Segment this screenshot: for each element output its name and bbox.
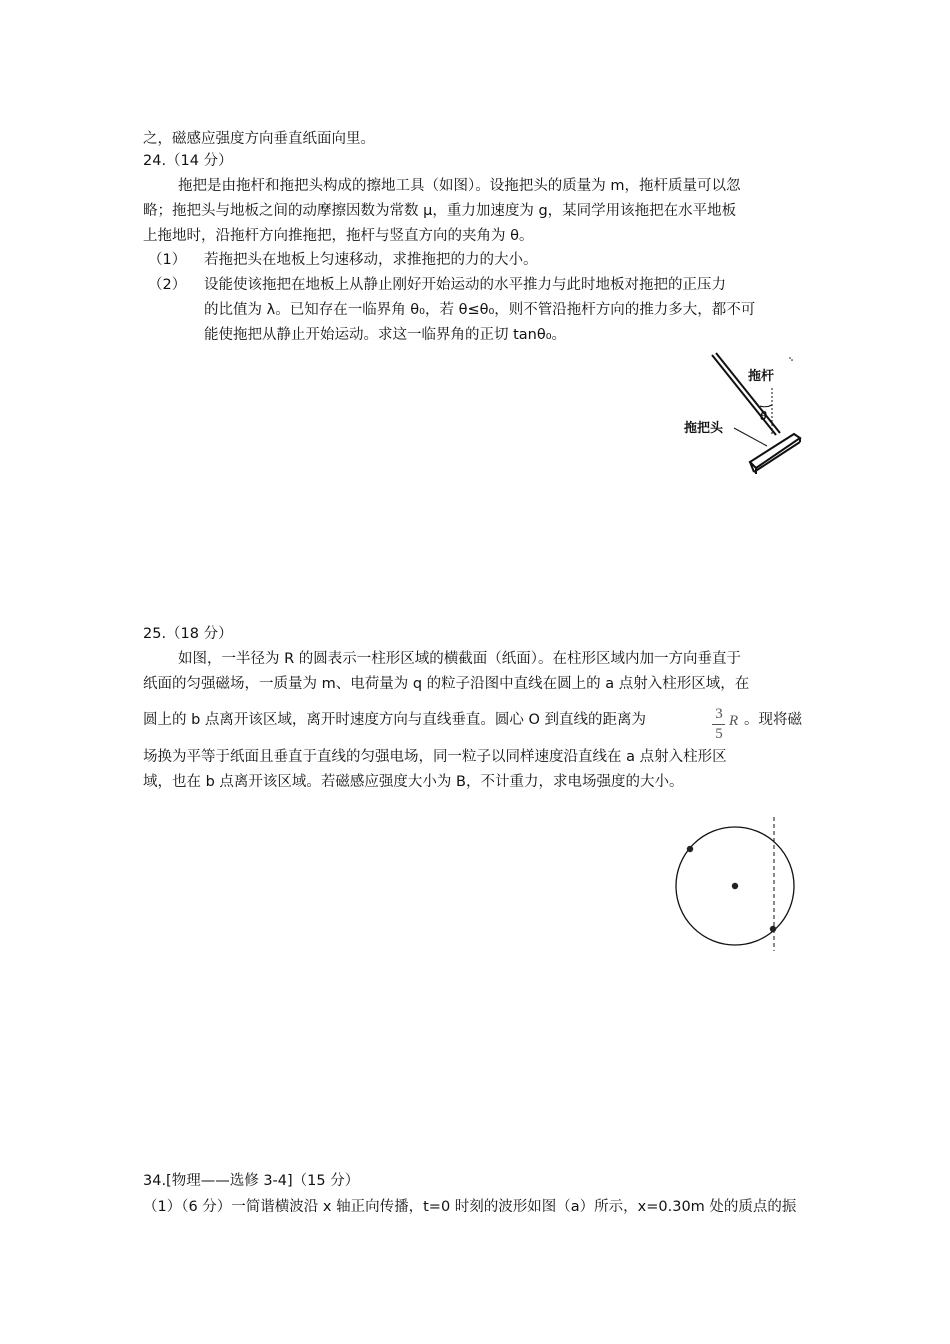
fraction-numerator: 3 [715, 706, 723, 722]
point-b [770, 926, 776, 932]
subquestion-text: 设能使该拖把在地板上从静止刚好开始运动的水平推力与此时地板对拖把的正压力 [204, 277, 726, 293]
head-label: 拖把头 [684, 421, 724, 436]
question-25-heading: 25.（18 分） [143, 626, 233, 642]
text-line: 之，磁感应强度方向垂直纸面向里。 [143, 131, 375, 147]
subquestion-text: 若拖把头在地板上匀速移动，求推拖把的力的大小。 [204, 252, 538, 268]
question-34-heading: 34.[物理——选修 3-4]（15 分） [143, 1173, 360, 1189]
point-a [687, 846, 693, 852]
text-line: 纸面的匀强磁场，一质量为 m、电荷量为 q 的粒子沿图中直线在圆上的 a 点射入柱形区域，在 [143, 676, 750, 692]
question-24-heading: 24.（14 分） [143, 153, 233, 169]
text-line: 场换为平等于纸面且垂直于直线的匀强电场，同一粒子以同样速度沿直线在 a 点射入柱形区 [143, 749, 727, 765]
circle-figure [665, 815, 805, 955]
text-line: 拖把是由拖杆和拖把头构成的擦地工具（如图）。设拖把头的质量为 m，拖杆质量可以忽 [178, 178, 741, 194]
text-line: （1）（6 分）一简谐横波沿 x 轴正向传播，t=0 时刻的波形如图（a）所示，x=0.30m 处的质点的振 [143, 1199, 797, 1215]
angle-label: θ [760, 408, 767, 423]
text-line: 略；拖把头与地板之间的动摩擦因数为常数 μ，重力加速度为 g，某同学用该拖把在水平地板 [143, 203, 737, 219]
subquestion-number: （2） [148, 277, 187, 293]
fraction-variable: R [729, 713, 739, 729]
text-line: 上拖地时，沿拖杆方向推拖把，拖杆与竖直方向的夹角为 θ。 [143, 228, 534, 244]
rod-label: 拖杆 [748, 369, 775, 384]
fraction-denominator: 5 [715, 726, 723, 742]
fraction-bar [712, 724, 725, 725]
subquestion-text: 的比值为 λ。已知存在一临界角 θ₀，若 θ≤θ₀，则不管沿拖杆方向的推力多大，都不可 [204, 302, 756, 318]
text-line: 域，也在 b 点离开该区域。若磁感应强度大小为 B，不计重力，求电场强度的大小。 [143, 774, 684, 790]
subquestion-number: （1） [148, 252, 187, 268]
center-point-o [732, 883, 738, 889]
text-line: 。现将磁 [744, 712, 802, 728]
mop-figure [670, 350, 820, 480]
text-line: 圆上的 b 点离开该区域，离开时速度方向与直线垂直。圆心 O 到直线的距离为 [143, 712, 647, 728]
subquestion-text: 能使拖把从静止开始运动。求这一临界角的正切 tanθ₀。 [204, 327, 567, 343]
text-line: 如图，一半径为 R 的圆表示一柱形区域的横截面（纸面）。在柱形区域内加一方向垂直于 [178, 651, 742, 667]
